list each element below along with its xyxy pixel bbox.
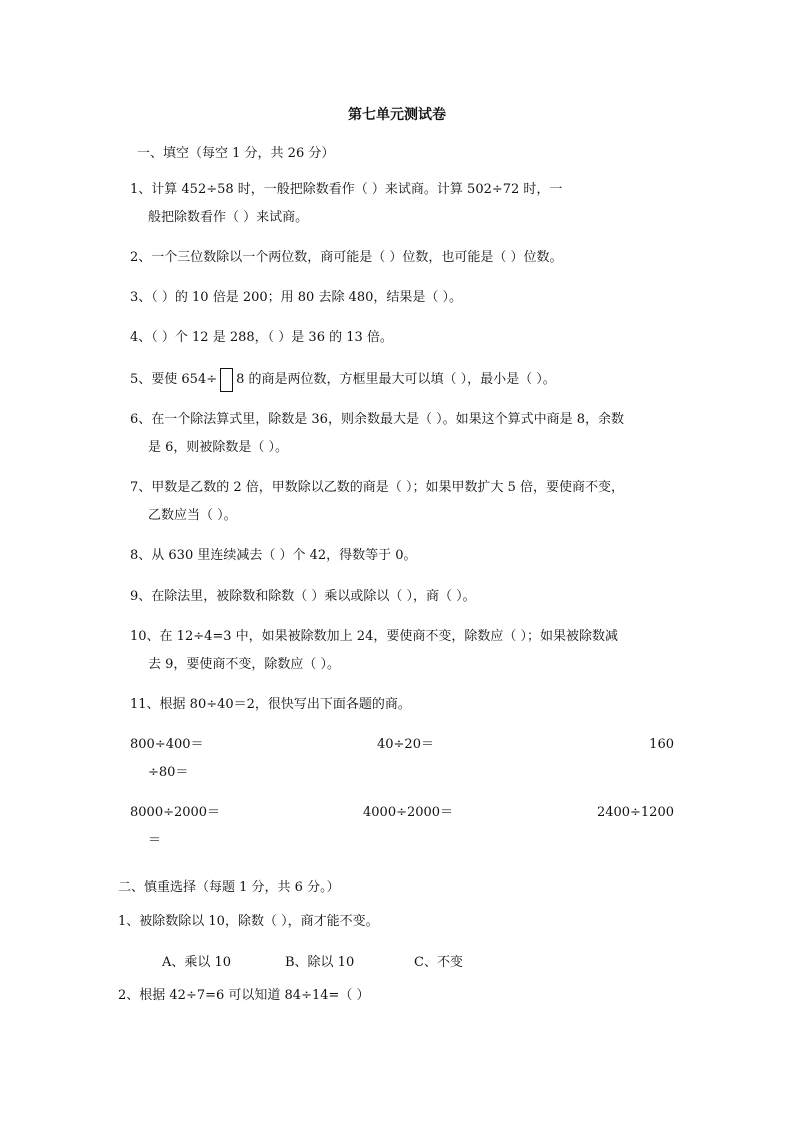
question-3: 3、（ ）的 10 倍是 200；用 80 去除 480，结果是（ ）。 <box>130 290 463 305</box>
question-5 <box>130 367 690 393</box>
page-title: 第七单元测试卷 <box>348 107 446 123</box>
choice-question-2: 2、根据 42÷7=6 可以知道 84÷14=（ ） <box>118 988 370 1003</box>
option-c: C、不变 <box>414 955 463 970</box>
question-8: 8、从 630 里连续减去（ ）个 42，得数等于 0。 <box>130 548 417 563</box>
calc-item-3-part-2: ÷80＝ <box>148 765 189 780</box>
question-4: 4、（ ）个 12 是 288，（ ）是 36 的 13 倍。 <box>130 330 393 345</box>
option-a: A、乘以 10 <box>162 955 232 970</box>
calc-item-2: 40÷20＝ <box>377 737 434 752</box>
option-b: B、除以 10 <box>285 955 355 970</box>
section-2-heading: 二、慎重选择（每题 1 分，共 6 分。） <box>118 880 340 895</box>
question-1-line-1: 1、计算 452÷58 时，一般把除数看作（ ）来试商。计算 502÷72 时，一 <box>130 182 563 197</box>
question-11: 11、根据 80÷40＝2，很快写出下面各题的商。 <box>130 697 411 712</box>
answer-box <box>220 368 233 392</box>
question-6-line-1: 6、在一个除法算式里，除数是 36，则余数最大是（ ）。如果这个算式中商是 8，余数 <box>130 412 624 427</box>
calc-item-3-part-1: 160 <box>649 737 674 752</box>
question-5-part-1: 5、要使 654÷ <box>130 372 218 387</box>
question-7-line-2: 乙数应当（ ）。 <box>148 508 237 523</box>
calc-item-6-part-2: ＝ <box>148 833 162 848</box>
choice-question-1: 1、被除数除以 10，除数（ ），商才能不变。 <box>118 914 379 929</box>
question-2: 2、一个三位数除以一个两位数，商可能是（ ）位数，也可能是（ ）位数。 <box>130 250 563 265</box>
question-7-line-1: 7、甲数是乙数的 2 倍，甲数除以乙数的商是（ ）；如果甲数扩大 5 倍，要使商不变， <box>130 480 624 495</box>
question-10-line-2: 去 9，要使商不变，除数应（ ）。 <box>148 657 341 672</box>
section-1-heading: 一、填空（每空 1 分，共 26 分） <box>137 146 335 161</box>
question-5-part-2: 8 的商是两位数，方框里最大可以填（ ），最小是（ ）。 <box>236 372 556 387</box>
question-9: 9、在除法里，被除数和除数（ ）乘以或除以（ ），商（ ）。 <box>130 589 476 604</box>
calc-item-4: 8000÷2000＝ <box>130 805 221 820</box>
calc-item-6-part-1: 2400÷1200 <box>596 805 674 820</box>
question-6-line-2: 是 6，则被除数是（ ）。 <box>148 440 289 455</box>
calc-item-5: 4000÷2000＝ <box>363 805 454 820</box>
question-10-line-1: 10、在 12÷4=3 中，如果被除数加上 24，要使商不变，除数应（ ）；如果被除数减 <box>130 629 618 644</box>
question-1-line-2: 般把除数看作（ ）来试商。 <box>148 210 309 225</box>
calc-item-1: 800÷400＝ <box>130 737 204 752</box>
